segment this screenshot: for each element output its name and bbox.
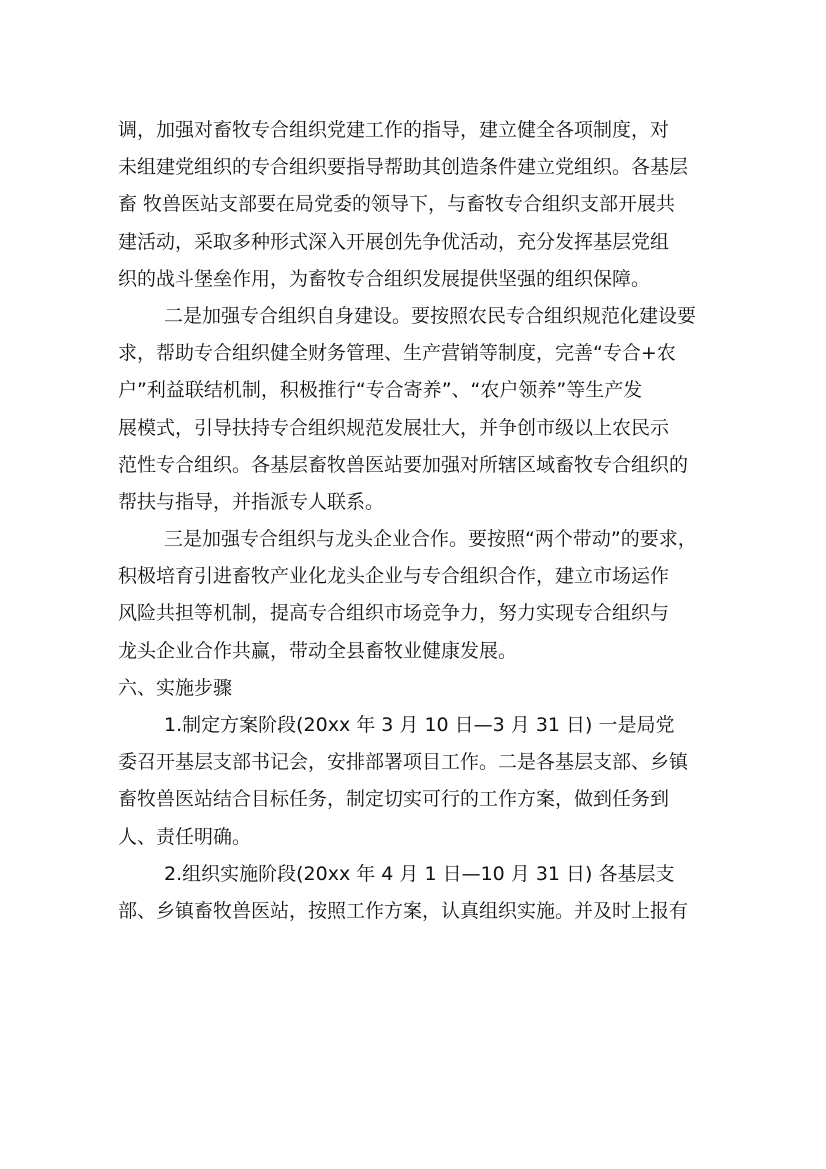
text-line: 帮扶与指导，并指派专人联系。 — [118, 490, 385, 513]
paragraph-start-line: 2.组织实施阶段(20xx 年 4 月 1 日—10 月 31 日) 各基层支 — [164, 862, 675, 885]
text-line: 展模式，引导扶持专合组织规范发展壮大，并争创市级以上农民示 — [118, 416, 670, 439]
text-line: 委召开基层支部书记会，安排部署项目工作。二是各基层支部、乡镇 — [118, 751, 689, 774]
text-line: 未组建党组织的专合组织要指导帮助其创造条件建立党组织。各基层 — [118, 156, 689, 179]
paragraph-start-line: 二是加强专合组织自身建设。要按照农民专合组织规范化建设要 — [164, 304, 697, 327]
body-text — [118, 112, 708, 930]
text-line: 畜牧兽医站结合目标任务，制定切实可行的工作方案，做到任务到 — [118, 788, 670, 811]
text-line: 调，加强对畜牧专合组织党建工作的指导，建立健全各项制度，对 — [118, 119, 670, 141]
paragraph-start-line: 三是加强专合组织与龙头企业合作。要按照“两个带动”的要求， — [164, 528, 697, 551]
text-line: 范性专合组织。各基层畜牧兽医站要加强对所辖区域畜牧专合组织的 — [118, 453, 689, 476]
text-line: 部、乡镇畜牧兽医站，按照工作方案，认真组织实施。并及时上报有 — [118, 899, 689, 922]
text-line: 风险共担等机制，提高专合组织市场竞争力，努力实现专合组织与 — [118, 602, 670, 625]
text-line: 畜 牧兽医站支部要在局党委的领导下，与畜牧专合组织支部开展共 — [118, 193, 676, 216]
text-line: 求，帮助专合组织健全财务管理、生产营销等制度，完善“专合+农 — [118, 342, 676, 365]
text-line: 户”利益联结机制，积极推行“专合寄养”、“农户领养”等生产发 — [118, 379, 643, 402]
text-line: 龙头企业合作共赢，带动全县畜牧业健康发展。 — [118, 639, 518, 662]
section-heading: 六、实施步骤 — [118, 676, 233, 699]
text-line: 建活动，采取多种形式深入开展创先争优活动，充分发挥基层党组 — [118, 230, 670, 253]
text-line: 织的战斗堡垒作用，为畜牧专合组织发展提供坚强的组织保障。 — [118, 267, 651, 290]
text-line: 积极培育引进畜牧产业化龙头企业与专合组织合作，建立市场运作 — [118, 565, 670, 588]
text-line: 人、责任明确。 — [118, 825, 252, 848]
paragraph-start-line: 1.制定方案阶段(20xx 年 3 月 10 日—3 月 31 日) 一是局党 — [164, 714, 675, 736]
